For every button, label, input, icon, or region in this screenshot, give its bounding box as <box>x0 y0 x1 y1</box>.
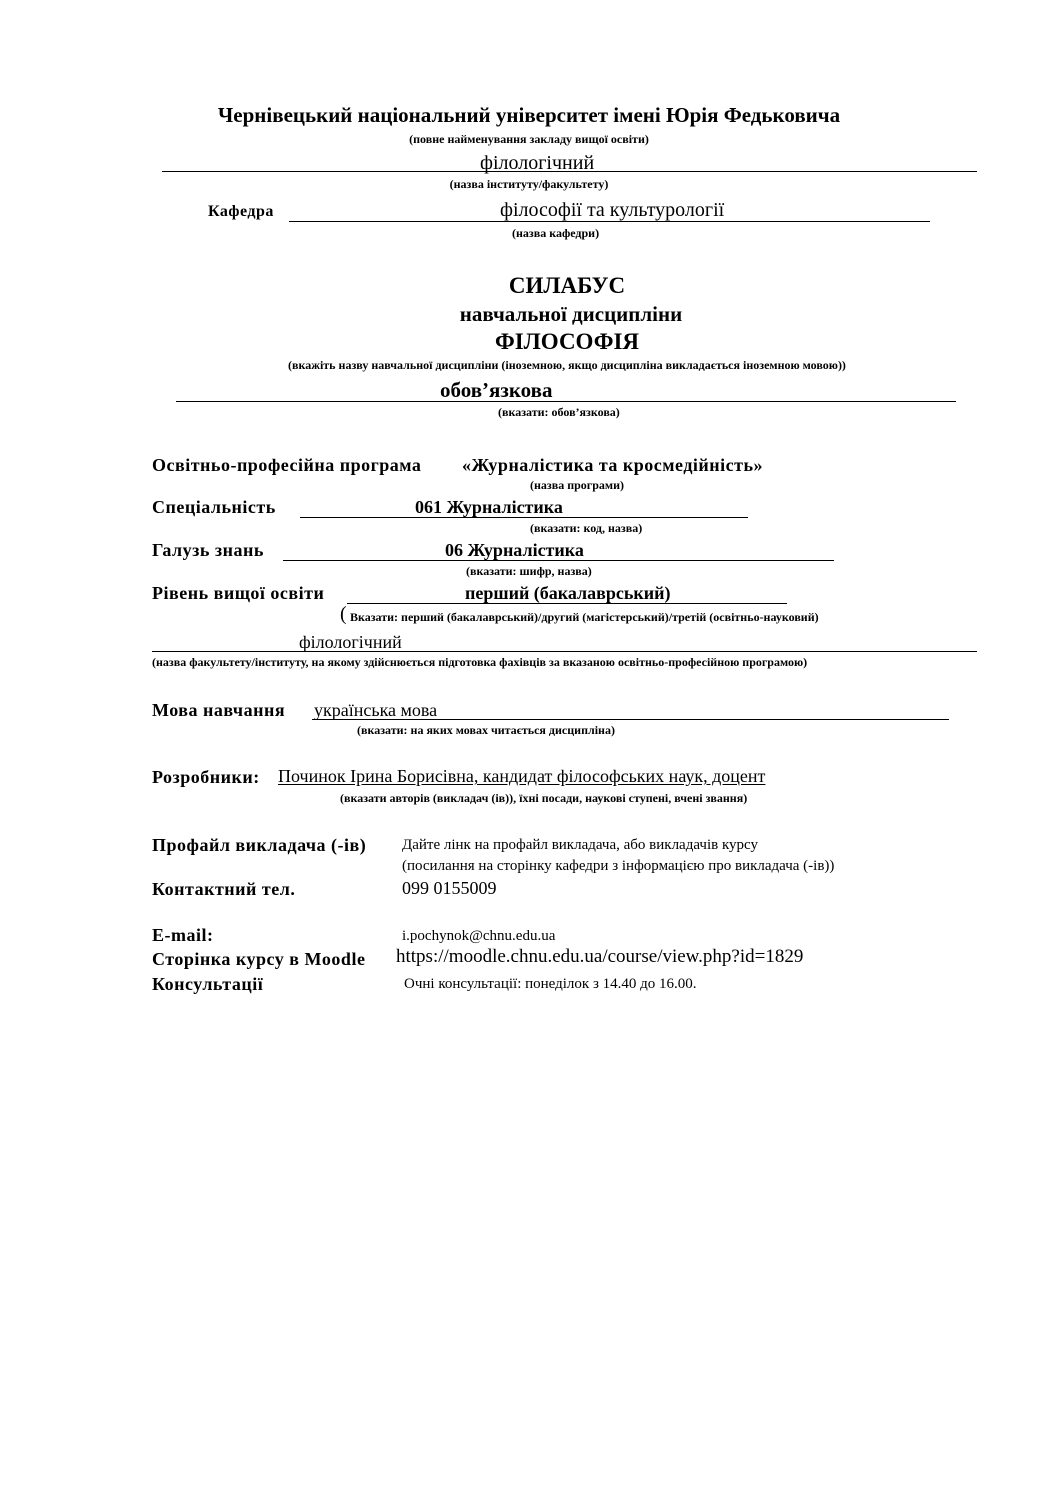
profile-note: (посилання на сторінку кафедри з інформацією про викладача (-ів)) <box>402 858 835 874</box>
moodle-label: Сторінка курсу в Moodle <box>152 949 366 969</box>
program-value: «Журналістика та кросмедійність» <box>462 455 764 475</box>
level-label: Рівень вищої освіти <box>152 583 325 603</box>
specialty-underline <box>300 517 748 518</box>
language-label: Мова навчання <box>152 700 286 720</box>
developers-caption: (вказати авторів (викладач (ів)), їхні посади, наукові ступені, вчені звання) <box>340 791 748 805</box>
department-value: філософії та культурології <box>500 199 725 221</box>
specialty-caption: (вказати: код, назва) <box>530 521 643 535</box>
field-underline <box>283 560 834 561</box>
profile-label: Профайл викладача (-ів) <box>152 835 367 855</box>
discipline-type: обов’язкова <box>440 378 553 402</box>
specialty-value: 061 Журналістика <box>415 497 563 517</box>
consultation-value: Очні консультації: понеділок з 14.40 до 16.00. <box>404 976 697 992</box>
level-paren: ( <box>340 603 347 625</box>
developers-label: Розробники: <box>152 767 260 787</box>
level-underline <box>347 603 787 604</box>
syllabus-title: СИЛАБУС <box>508 273 626 298</box>
faculty-value: філологічний <box>480 152 595 174</box>
faculty2-value: філологічний <box>299 632 402 652</box>
profile-value: Дайте лінк на профайл викладача, або викладачів курсу <box>402 837 758 853</box>
language-value: українська мова <box>314 700 438 720</box>
program-label: Освітньо-професійна програма <box>152 455 422 475</box>
discipline-type-caption: (вказати: обов’язкова) <box>498 405 620 419</box>
specialty-label: Спеціальність <box>152 497 276 517</box>
faculty2-caption: (назва факультету/інституту, на якому здійснюється підготовка фахівців за вказаною освітньо-професійною програмою) <box>152 655 808 669</box>
phone-value: 099 0155009 <box>402 878 497 898</box>
level-value: перший (бакалаврський) <box>465 583 671 603</box>
moodle-link[interactable]: https://moodle.chnu.edu.ua/course/view.php?id=1829 <box>396 946 804 967</box>
university-caption: (повне найменування закладу вищої освіти) <box>409 132 649 146</box>
discipline-subtitle: навчальної дисципліни <box>459 302 683 326</box>
department-underline <box>289 221 930 222</box>
field-label: Галузь знань <box>152 540 264 560</box>
discipline-name: ФІЛОСОФІЯ <box>494 329 640 354</box>
language-caption: (вказати: на яких мовах читається дисципліна) <box>357 723 615 737</box>
level-caption: Вказати: перший (бакалаврський)/другий (магістерський)/третій (освітньо-науковий) <box>350 610 819 624</box>
phone-label: Контактний тел. <box>152 879 296 899</box>
faculty2-underline <box>152 651 977 652</box>
field-value: 06 Журналістика <box>445 540 584 560</box>
email-label: E-mail: <box>152 925 214 945</box>
program-caption: (назва програми) <box>530 478 625 492</box>
consultation-label: Консультації <box>152 974 264 994</box>
faculty-caption: (назва інституту/факультету) <box>449 177 609 191</box>
department-caption: (назва кафедри) <box>512 226 600 240</box>
field-caption: (вказати: шифр, назва) <box>466 564 592 578</box>
department-label: Кафедра <box>208 203 274 220</box>
email-value[interactable]: i.pochynok@chnu.edu.ua <box>402 928 556 944</box>
university-name: Чернівецький національний університет імені Юрія Федьковича <box>217 103 841 127</box>
type-underline <box>176 401 956 402</box>
discipline-caption: (вкажіть назву навчальної дисципліни (іноземною, якщо дисципліна викладається іноземною мовою)) <box>288 358 846 372</box>
developers-value: Починок Ірина Борисівна, кандидат філософських наук, доцент <box>278 766 766 786</box>
